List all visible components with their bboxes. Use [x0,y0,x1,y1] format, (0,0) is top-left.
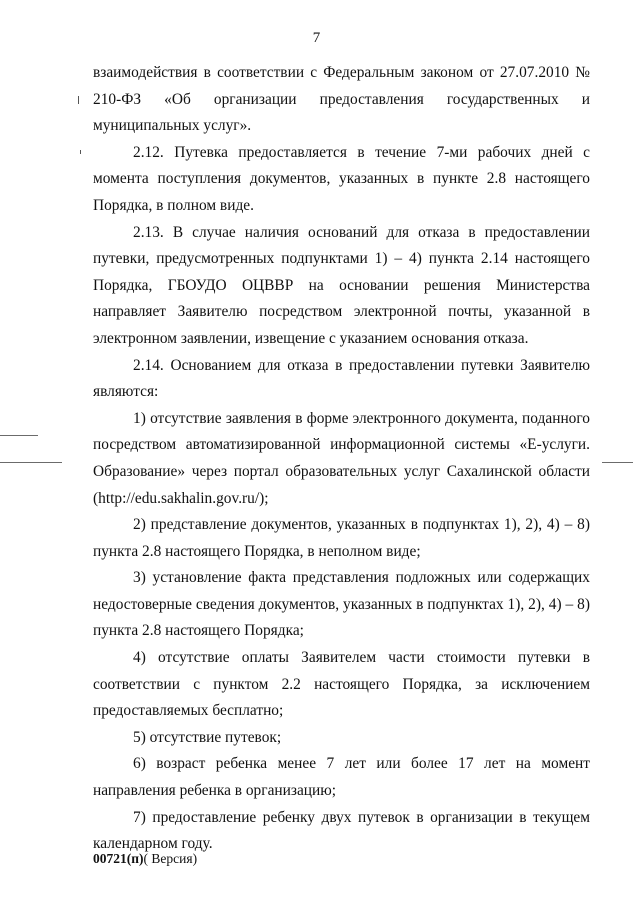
scan-line-left-1 [0,435,38,436]
paragraph-2-13: 2.13. В случае наличия оснований для отказа в предоставлении путевки, предусмотренных подпунктами 1) – 4) пункта 2.14 настоящего Порядка, ГБОУДО ОЦВВР на основании решения Министерства направляет Заявителю посредством электронной почты, указанной в электронном заявлении, извещение с указанием основания отказа. [93,223,590,347]
list-item-5: 5) отсутствие путевок; [133,728,282,746]
footer-document-code [93,851,197,867]
footer-version: ( Версия) [143,851,198,866]
scan-line-left-2 [0,462,62,463]
footer-code: 00721(п) [93,851,144,866]
paragraph-continuation: взаимодействия в соответствии с Федеральным законом от 27.07.2010 № 210-ФЗ «Об организации предоставления государственных и муниципальных услуг». [93,64,590,135]
scan-mark-left-top [78,96,79,104]
scan-line-right [602,462,633,463]
list-item-4: 4) отсутствие оплаты Заявителем части стоимости путевки в соответствии с пунктом 2.2 настоящего Порядка, за исключением предоставляемых бесплатно; [93,649,590,720]
page-number: 7 [312,30,321,46]
scan-mark-left-mid [80,150,81,154]
list-item-2: 2) представление документов, указанных в подпунктах 1), 2), 4) – 8) пункта 2.8 настоящего Порядка, в неполном виде; [93,516,590,560]
list-item-1: 1) отсутствие заявления в форме электронного документа, поданного посредством автоматизированной информационной системы «Е-услуги. Образование» через портал образовательных услуг Сахалинской области (http://edu.sakhalin.gov.ru/); [93,409,590,507]
paragraph-2-14: 2.14. Основанием для отказа в предоставлении путевки Заявителю являются: [93,356,590,401]
document-body [93,60,590,858]
list-item-3: 3) установление факта представления подложных или содержащих недостоверные сведения документов, указанных в подпунктах 1), 2), 4) – 8) пункта 2.8 настоящего Порядка; [93,569,590,640]
list-item-7: 7) предоставление ребенку двух путевок в организации в текущем календарном году. [93,808,590,853]
list-item-6: 6) возраст ребенка менее 7 лет или более 17 лет на момент направления ребенка в организацию; [93,755,590,800]
paragraph-2-12: 2.12. Путевка предоставляется в течение 7-ми рабочих дней с момента поступления документов, указанных в пункте 2.8 настоящего Порядка, в полном виде. [93,143,590,214]
